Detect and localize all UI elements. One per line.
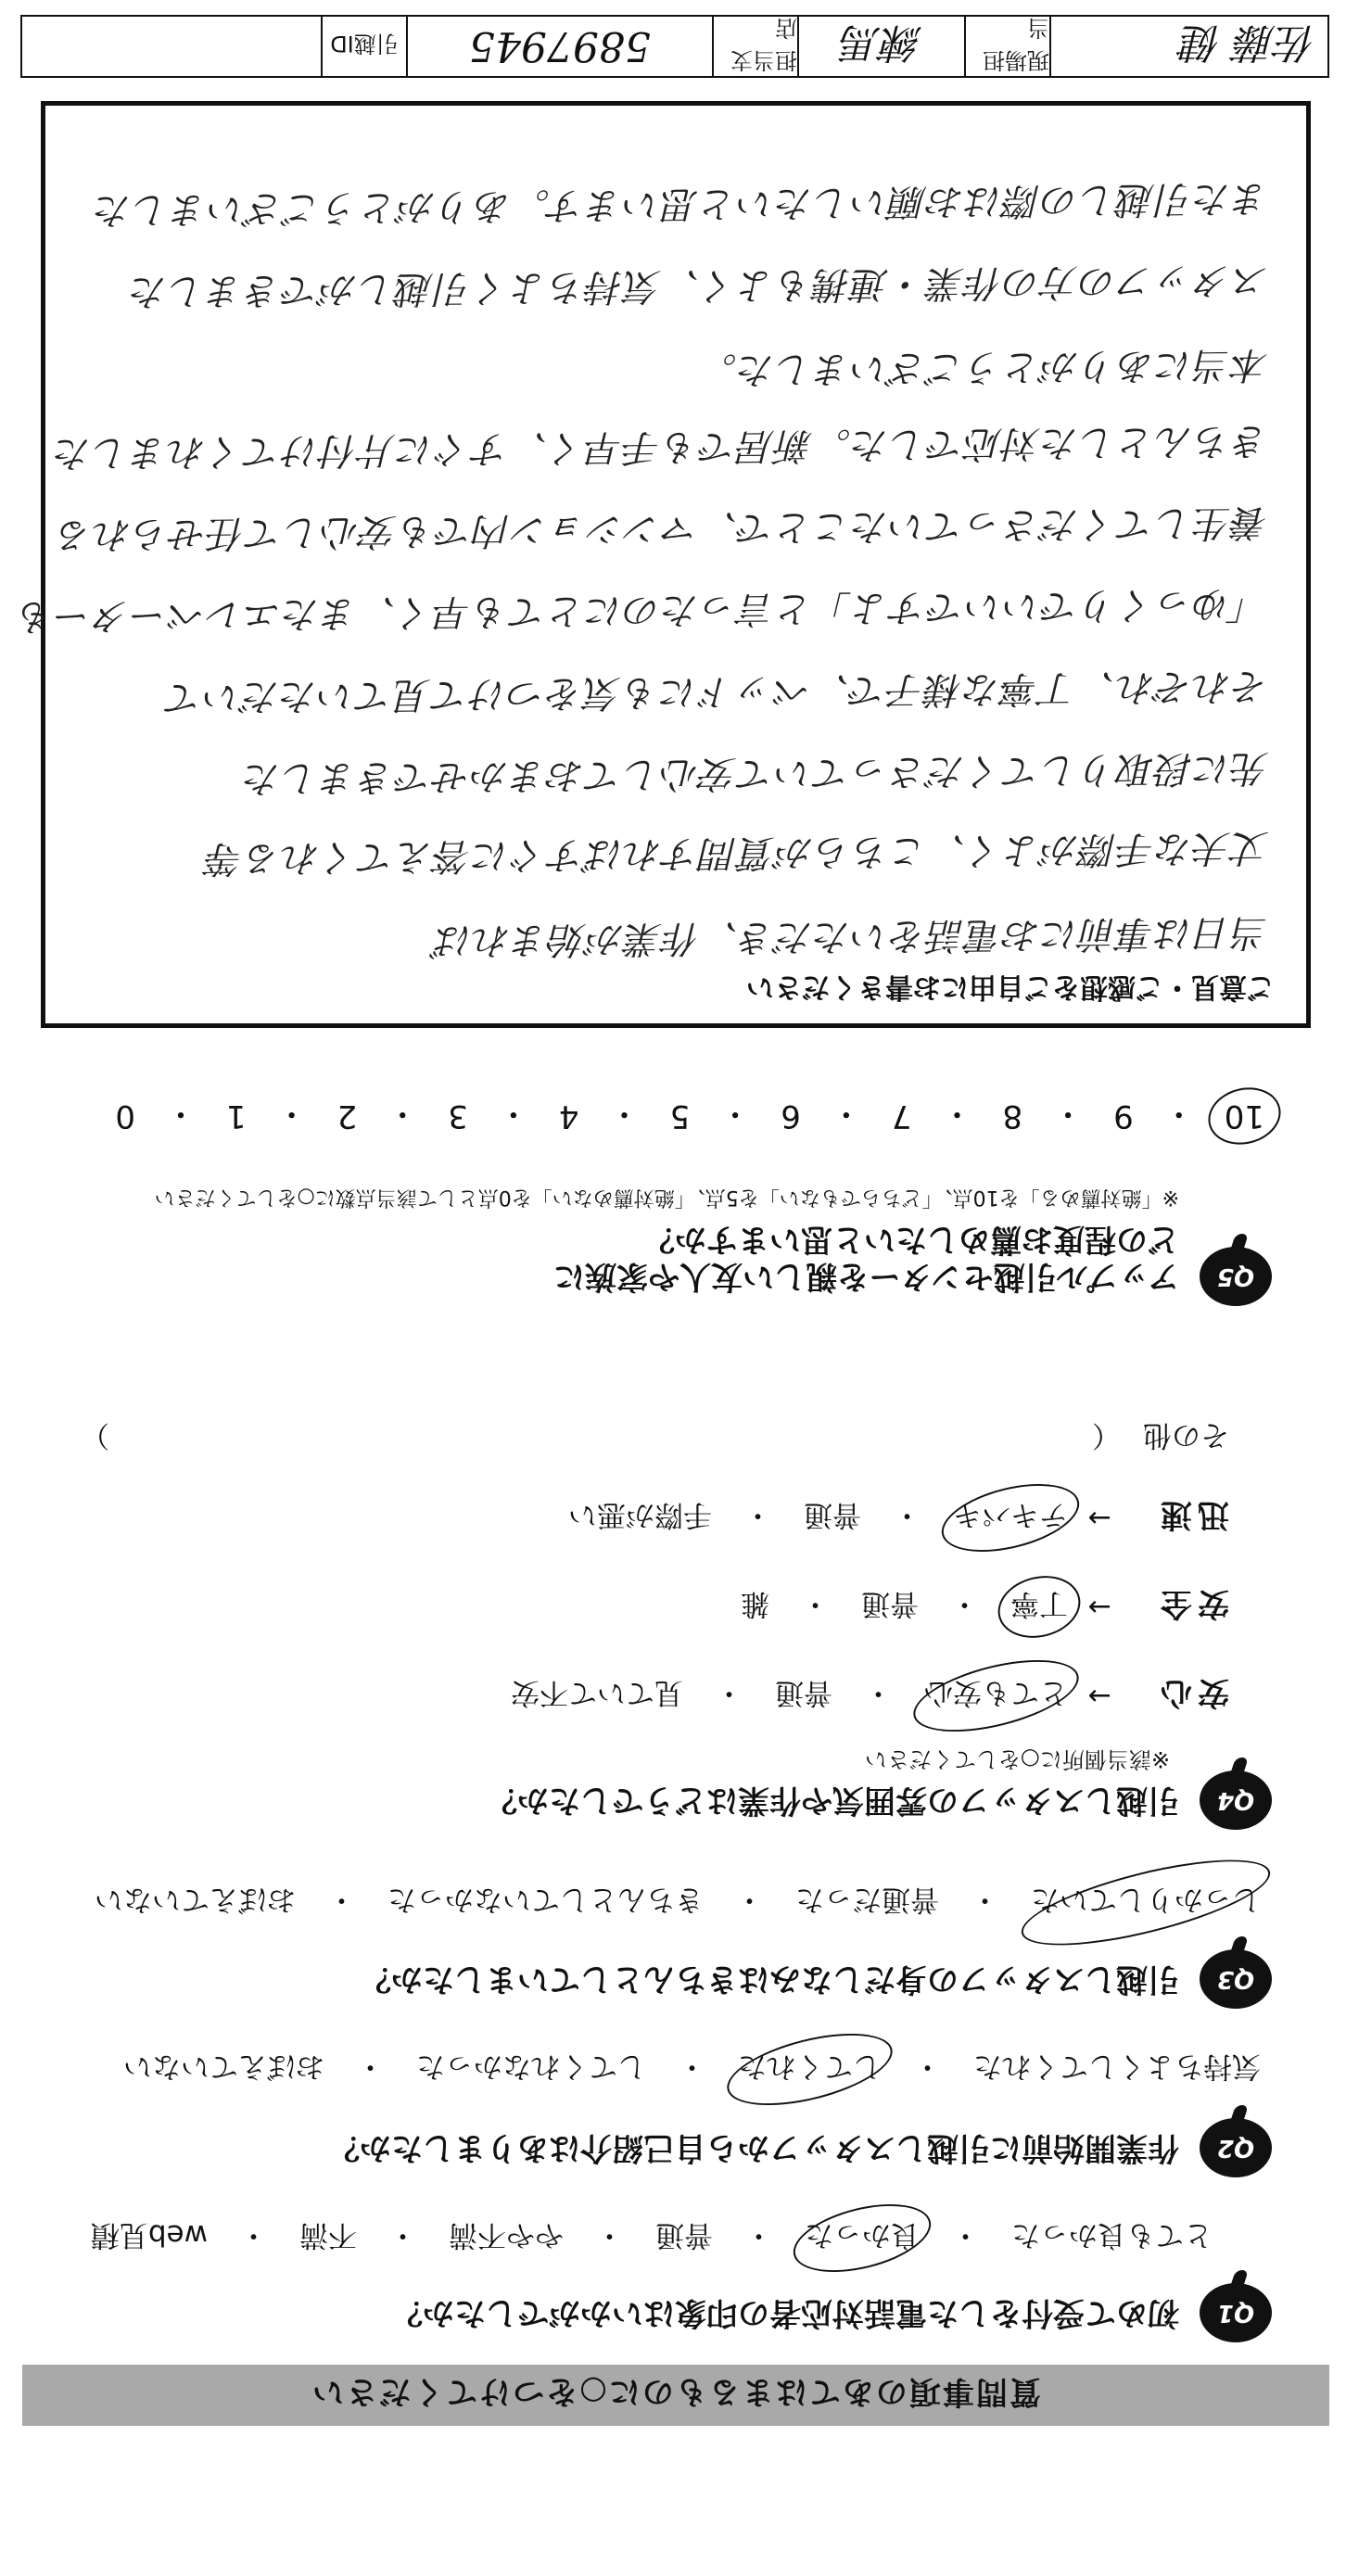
- q2-text: 作業開始前に引越しスタッフから自己紹介はありましたか？: [328, 2129, 1179, 2166]
- comment-line: スタッフの方の作業・連携もよく、気持ちよく引越しができました: [129, 258, 1270, 313]
- q4-row-reassurance: 安心 → とても安心 ・ 普通 ・ 見ていて不安: [507, 1673, 1229, 1719]
- q5-score-10[interactable]: 10: [1217, 1098, 1272, 1136]
- q5-score-9[interactable]: 9: [1113, 1098, 1134, 1136]
- q5-score-4[interactable]: 4: [558, 1098, 579, 1136]
- q4-row-speed: 迅速 → テキパキ ・ 普通 ・ 手際が悪い: [565, 1495, 1229, 1541]
- comment-line: きちんとした対応でした。新居でも手早く、すぐに片付けてくれました: [53, 419, 1270, 475]
- comment-line: また引越しの際はお願いしたいと思います。ありがとうございました: [93, 176, 1270, 232]
- q4-row-label: 安全: [1155, 1585, 1229, 1622]
- q1-options: とても良かった ・ 良かった ・ 普通 ・ やや不満 ・ 不満 ・ web見積: [87, 2217, 1216, 2259]
- instruction-banner: [22, 2365, 1329, 2426]
- q4-safety-option-2[interactable]: 普通: [861, 1587, 919, 1620]
- arrow-icon: →: [1087, 1502, 1111, 1534]
- q4-text: 引越しスタッフの雰囲気や作業はどうでしたか？: [486, 1782, 1179, 1819]
- q4-other-label: その他: [1143, 1418, 1229, 1452]
- q2-options: 気持ちよくしてくれた ・ してくれた ・ してくれなかった ・ おぼえていない: [120, 2049, 1264, 2090]
- id-value: 5897945: [469, 22, 651, 70]
- q4-safety-option-3[interactable]: 雑: [741, 1587, 769, 1620]
- q1-option-slightly-unsatisfied[interactable]: やや不満: [449, 2218, 564, 2252]
- comment-line: 本当にありがとうございました。: [698, 342, 1270, 392]
- q4-reassurance-option-3[interactable]: 見ていて不安: [511, 1676, 683, 1709]
- q2-option-dont-remember[interactable]: おぼえていない: [123, 2049, 324, 2083]
- q5-text-line-1: アップル引越センターを親しい友人や家族に: [553, 1258, 1179, 1295]
- q4-speed-option-3[interactable]: 手際が悪い: [568, 1498, 712, 1531]
- question-3: [30, 1883, 1272, 2009]
- id-label-cell: [321, 17, 406, 76]
- comment-line: 先に段取りしてくださっていて安心しておまかせできました: [242, 746, 1270, 800]
- q5-badge: Q5: [1200, 1247, 1272, 1306]
- comment-line: 当日は事前にお電話をいただき、作業が始まれば: [434, 910, 1270, 962]
- q4-reassurance-option-2[interactable]: 普通: [775, 1676, 832, 1709]
- q1-option-unsatisfied[interactable]: 不満: [299, 2218, 357, 2252]
- branch-label-cell: [712, 17, 797, 76]
- q1-option-very-good[interactable]: とても良かった: [1011, 2218, 1213, 2252]
- q4-speed-option-1[interactable]: テキパキ: [949, 1497, 1072, 1539]
- question-1: [30, 2218, 1272, 2342]
- q4-other-close-paren: ）: [81, 1418, 109, 1452]
- q5-note: ※「絶対薦める」を10点、「どちらでもない」を5点、「絶対薦めない」を0点として該当点数に○をしてください: [154, 1186, 1179, 1209]
- q5-score-7[interactable]: 7: [891, 1098, 912, 1136]
- id-label: 引越ID: [330, 31, 399, 57]
- blank-cell: [22, 17, 321, 76]
- q4-row-label: 安心: [1155, 1674, 1229, 1711]
- q2-option-no[interactable]: してくれなかった: [416, 2049, 646, 2083]
- id-value-cell: [406, 17, 712, 76]
- q4-speed-option-2[interactable]: 普通: [804, 1498, 861, 1531]
- q5-score-6[interactable]: 6: [781, 1098, 801, 1136]
- comment-line: それぞれ、丁寧な様子で、ベッドにも気をつけて見ていただいて: [165, 664, 1270, 719]
- staff-signature-cell: [1049, 17, 1327, 76]
- q5-text-line-2: どの程度お薦めしたいと思いますか？: [643, 1221, 1179, 1258]
- q4-safety-option-1[interactable]: 丁寧: [1007, 1586, 1072, 1628]
- staff-label-cell: [964, 17, 1049, 76]
- q4-other-open-paren: （: [1092, 1418, 1121, 1452]
- comment-line: 丈夫な手際がよく、こちらが質問すればすぐに答えてくれる等: [205, 825, 1270, 881]
- question-4: [30, 1418, 1272, 1830]
- comment-line: 養生してくださっていたことで、マンション内でも安心して任せられる: [55, 501, 1270, 556]
- q1-badge: Q1: [1200, 2283, 1272, 2342]
- q4-row-label: 迅速: [1155, 1496, 1229, 1533]
- q3-option-not-neat[interactable]: きちんとしていなかった: [387, 1883, 704, 1916]
- question-2: [30, 2049, 1272, 2177]
- q2-option-gladly[interactable]: 気持ちよくしてくれた: [973, 2049, 1261, 2083]
- q5-score-1[interactable]: 1: [225, 1098, 247, 1136]
- comment-line: 「ゆっくりでいいですよ」と言ったのにとても早く、またエレベーターも: [15, 581, 1270, 639]
- q3-option-dont-remember[interactable]: おぼえていない: [95, 1883, 296, 1916]
- q5-score-0[interactable]: 0: [115, 1098, 135, 1136]
- q1-option-good[interactable]: 良かった: [801, 2217, 923, 2259]
- q3-option-normal[interactable]: 普通だった: [795, 1883, 939, 1916]
- q5-score-3[interactable]: 3: [448, 1098, 468, 1136]
- arrow-icon: →: [1087, 1680, 1111, 1712]
- q3-option-neat[interactable]: しっかりしていた: [1027, 1882, 1264, 1923]
- q5-scale: 10 ・ 9 ・ 8 ・ 7 ・ 6 ・ 5 ・ 4 ・ 3 ・ 2 ・ 1 ・ 0: [108, 1094, 1272, 1139]
- staff-value: 佐藤 健: [1181, 19, 1316, 66]
- q4-row-safety: 安全 → 丁寧 ・ 普通 ・ 雑: [737, 1584, 1229, 1630]
- q4-note: ※該当個所に○をしてください: [864, 1746, 1170, 1772]
- q4-badge: Q4: [1200, 1770, 1272, 1830]
- q5-score-5[interactable]: 5: [669, 1098, 691, 1136]
- arrow-icon: →: [1087, 1591, 1111, 1623]
- q4-reassurance-option-1[interactable]: とても安心: [921, 1675, 1072, 1717]
- staff-label: 現場担当: [983, 15, 1049, 73]
- q3-badge: Q3: [1200, 1949, 1272, 2009]
- branch-label: 担当支店: [730, 15, 797, 73]
- q1-option-normal[interactable]: 普通: [655, 2218, 713, 2252]
- q1-text: 初めて受付をした電話対応者の印象はいかがでしたか？: [391, 2294, 1179, 2331]
- q5-score-2[interactable]: 2: [336, 1098, 358, 1136]
- comment-box[interactable]: [15, 101, 1311, 1028]
- q2-badge: Q2: [1200, 2118, 1272, 2177]
- q5-score-8[interactable]: 8: [1002, 1098, 1023, 1136]
- q4-row-other: [33, 1417, 1229, 1459]
- admin-info-table: [20, 15, 1329, 78]
- branch-value-cell: [797, 17, 964, 76]
- instruction-text: 質問事項のあてはまるものに○をつけてください: [311, 2373, 1041, 2411]
- branch-value: 練馬: [841, 19, 922, 66]
- comment-title: ご意見・ご感想をご自由にお書きください: [746, 971, 1275, 1003]
- q1-option-web-estimate[interactable]: web見積: [90, 2218, 208, 2252]
- q3-text: 引越しスタッフの身だしなみはきちんとしていましたか？: [360, 1961, 1179, 1998]
- q3-options: しっかりしていた ・ 普通だった ・ きちんとしていなかった ・ おぼえていない: [91, 1882, 1264, 1923]
- q2-option-yes[interactable]: してくれた: [734, 2049, 885, 2090]
